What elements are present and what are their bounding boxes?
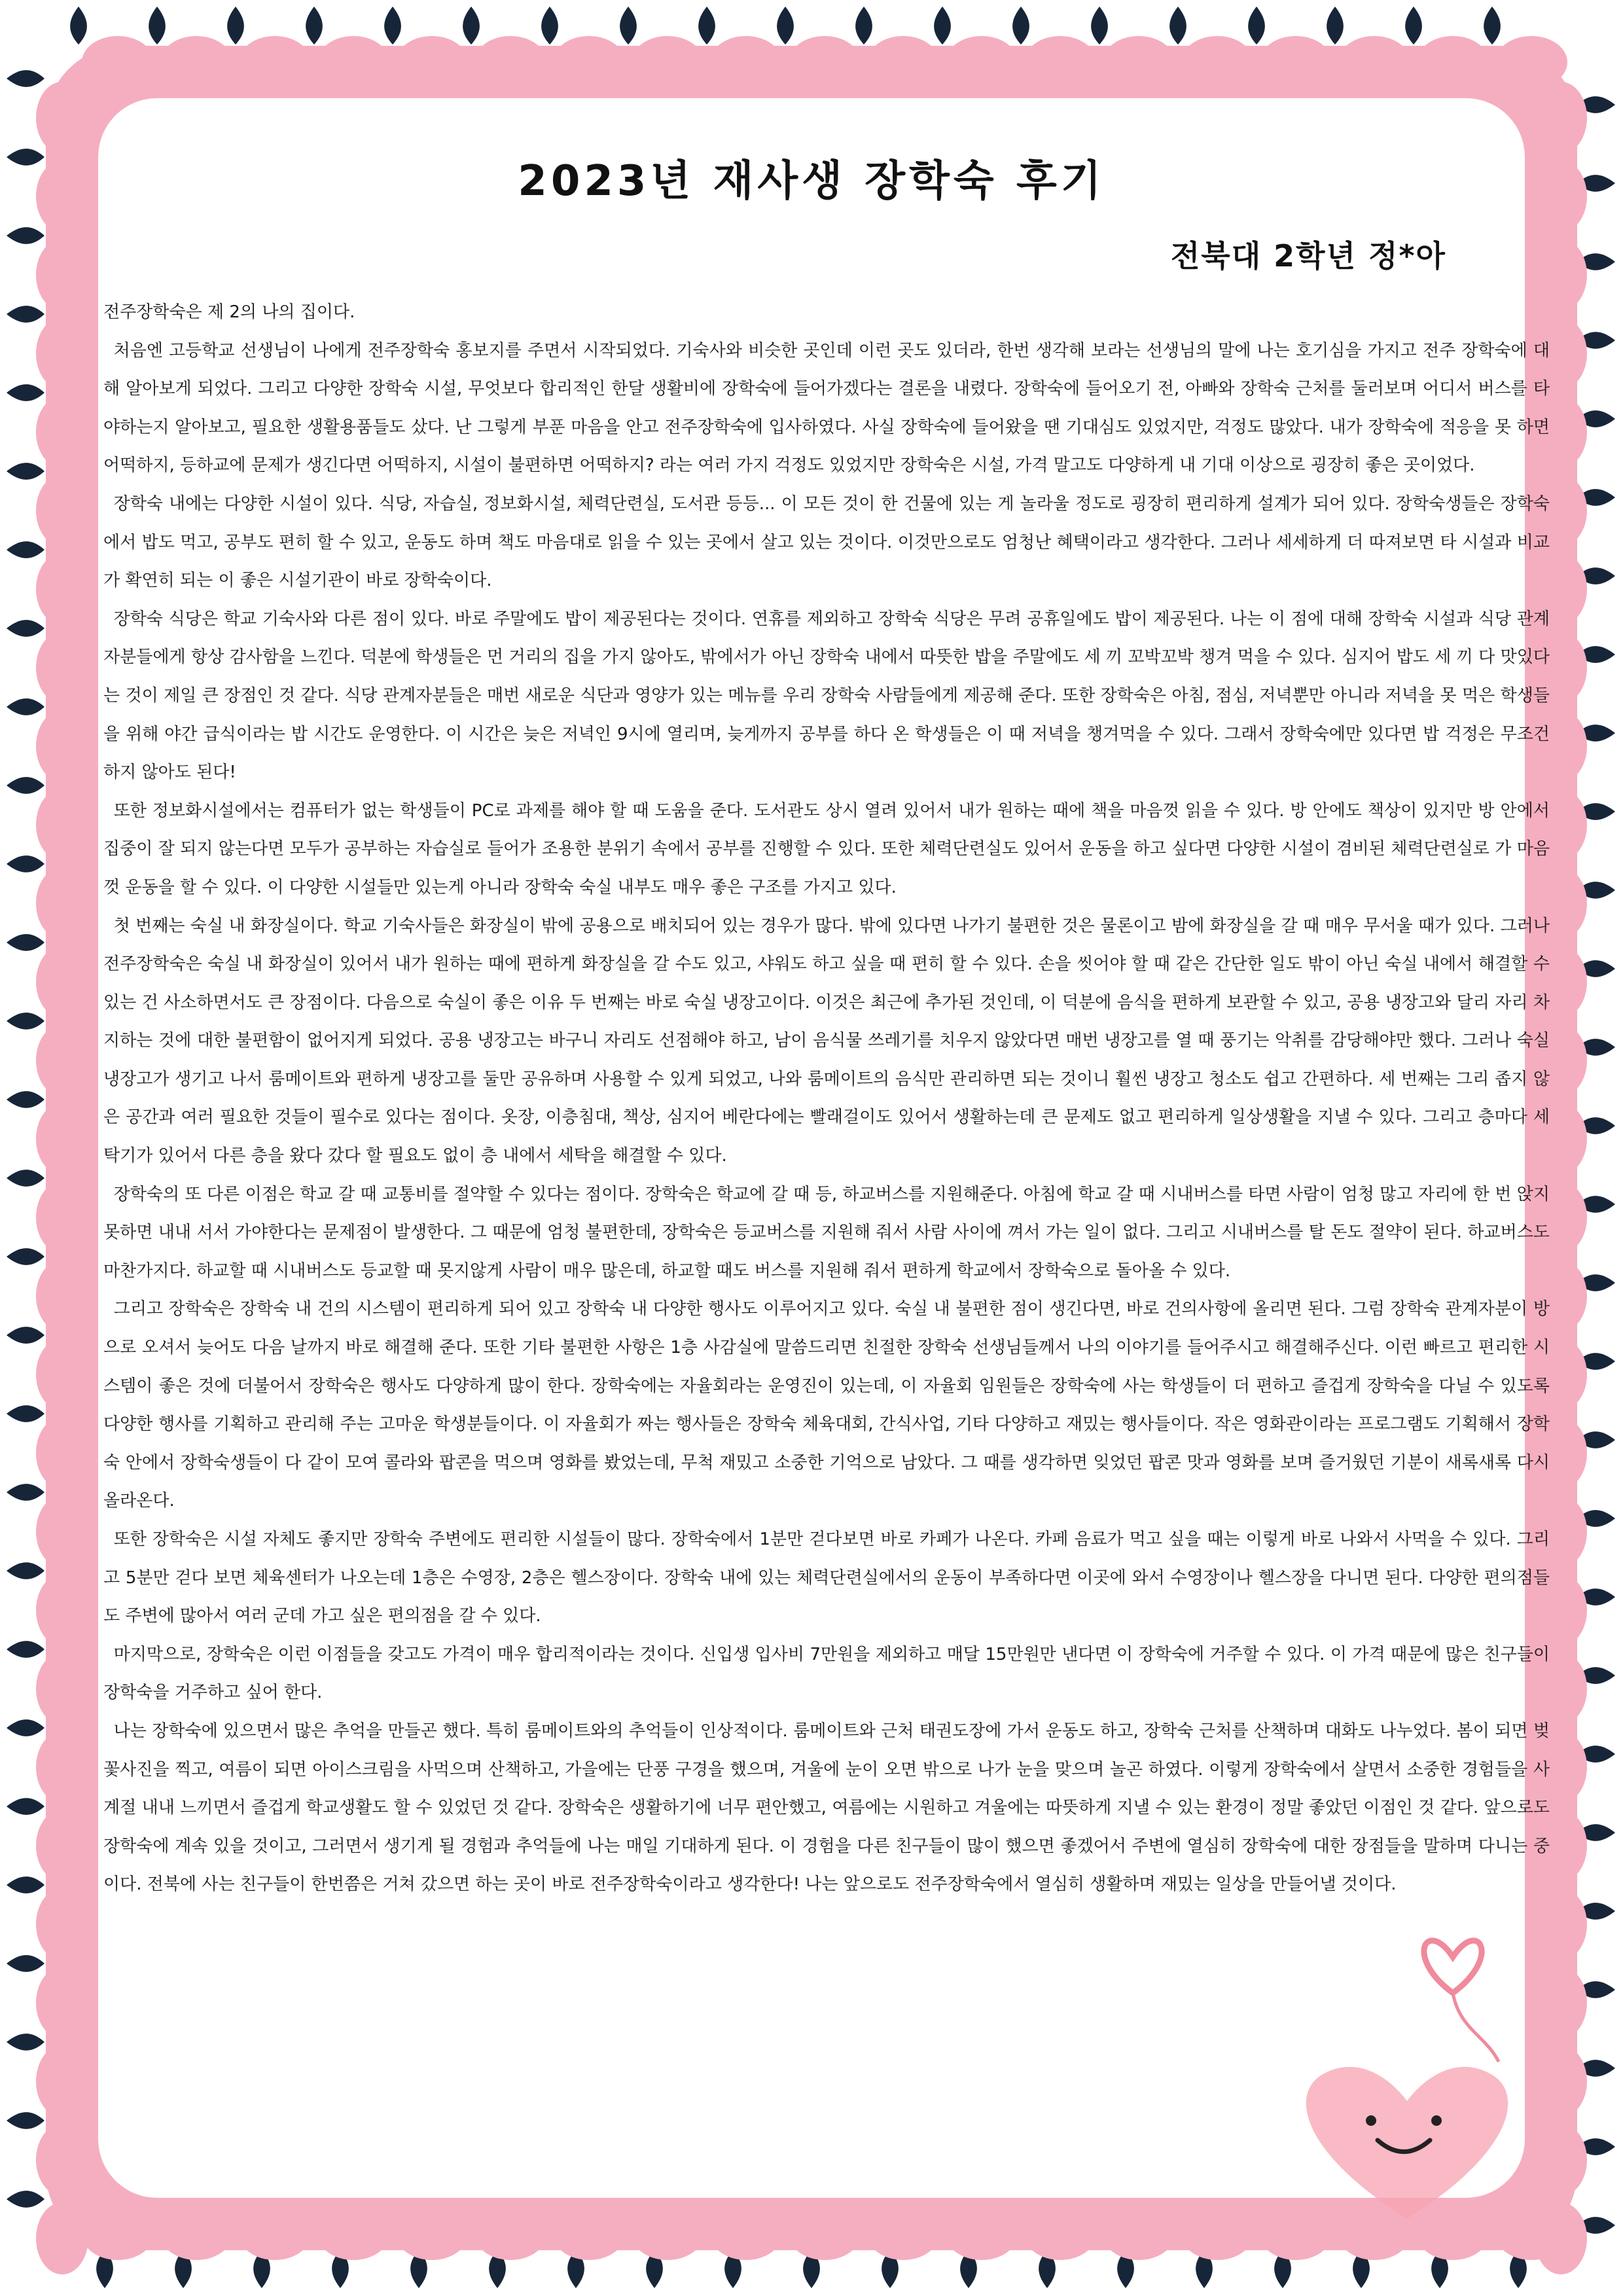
drop-icon — [934, 7, 951, 45]
drop-icon — [7, 2191, 45, 2208]
scallop — [1338, 36, 1410, 88]
scallop — [36, 1024, 88, 1096]
scallop — [36, 710, 88, 782]
scallop — [867, 36, 939, 88]
scallop — [82, 36, 154, 88]
scallop — [789, 2208, 861, 2260]
drop-icon — [7, 1484, 45, 1501]
paragraph: 장학숙 내에는 다양한 시설이 있다. 식당, 자습실, 정보화시설, 체력단련실, 도서관 등등... 이 모든 것이 한 건물에 있는 게 놀라울 정도로 굉장히 편리하게 설계가 되어 있다. 장학숙생들은 장학숙에서 밥도 먹고, 공부도 편히 할 수 있고, 운동도 하며 책도 마음대로 읽을 수 있는 곳에서 살고 있는 것이다. 이것만으로도 엄청난 혜택이라고 생각한다. 그러나 세세하게 더 따져보면 타 시설과 비교가 확연히 되는 이 좋은 시설기관이 바로 장학숙이다. — [103, 493, 1550, 591]
paragraph: 마지막으로, 장학숙은 이런 이점들을 갖고도 가격이 매우 합리적이라는 것이다. 신입생 입사비 7만원을 제외하고 매달 15만원만 낸다면 이 장학숙에 거주할 수 있다. 이 가격 때문에 많은 친구들이 장학숙을 거주하고 싶어 한다. — [103, 1644, 1550, 1703]
scallop — [946, 36, 1018, 88]
drop-icon — [698, 7, 715, 45]
scallop — [396, 36, 468, 88]
scallop — [36, 1810, 88, 1882]
scallop — [36, 1574, 88, 1646]
scallop — [36, 1181, 88, 1253]
paragraph: 처음엔 고등학교 선생님이 나에게 전주장학숙 홍보지를 주면서 시작되었다. 기숙사와 비슷한 곳인데 이런 곳도 있더라, 한번 생각해 보라는 선생님의 말에 나는 호기심을 가지고 전주 장학숙에 대해 알아보게 되었다. 그리고 다양한 장학숙 시설, 무엇보다 합리적인 한달 생활비에 장학숙에 들어가겠다는 결론을 내렸다. 장학숙에 들어오기 전, 아빠와 장학숙 근처를 둘러보며 어디서 버스를 타야하는지 알아보고, 필요한 생활용품들도 샀다. 난 그렇게 부푼 마음을 안고 전주장학숙에 입사하였다. 사실 장학숙에 들어왔을 땐 기대심도 있었지만, 걱정도 많았다. 내가 장학숙에 적응을 못 하면 어떡하지, 등하교에 문제가 생긴다면 어떡하지, 시설이 불편하면 어떡하지? 라는 여러 가지 걱정도 있었지만 장학숙은 시설, 가격 말고도 다양하게 내 기대 이상으로 굉장히 좋은 곳이었다. — [103, 340, 1550, 476]
scallop — [36, 2202, 88, 2274]
scallop — [36, 2124, 88, 2196]
scallop — [553, 36, 625, 88]
drop-icon — [1091, 7, 1108, 45]
drop-icon — [7, 1955, 45, 1972]
scallop — [1495, 36, 1567, 88]
scallop — [1103, 2208, 1175, 2260]
scallop — [1535, 82, 1587, 154]
scallop — [396, 2208, 468, 2260]
scallop — [239, 2208, 311, 2260]
drop-icon — [1405, 7, 1422, 45]
scallop — [36, 1496, 88, 1568]
drop-icon — [7, 698, 45, 715]
heart-outline-icon — [1424, 1941, 1482, 1993]
scallop — [82, 2208, 154, 2260]
scallop — [317, 2208, 389, 2260]
drop-icon — [7, 1248, 45, 1265]
drop-icon — [384, 7, 401, 45]
scallop — [36, 2045, 88, 2117]
scallop — [36, 632, 88, 704]
drop-icon — [7, 1170, 45, 1187]
paragraph: 장학숙의 또 다른 이점은 학교 갈 때 교통비를 절약할 수 있다는 점이다. 장학숙은 학교에 갈 때 등, 하교버스를 지원해준다. 아침에 학교 갈 때 시내버스를 타면 사람이 엄청 많고 자리에 한 번 앉지 못하면 내내 서서 가야한다는 문제점이 발생한다. 그 때문에 엄청 불편한데, 장학숙은 등교버스를 지원해 줘서 사람 사이에 껴서 가는 일이 없다. 그리고 시내버스를 탈 돈도 절약이 된다. 하교버스도 마찬가지다. 하교할 때 시내버스도 등교할 때 못지않게 사람이 매우 많은데, 하교할 때도 버스를 지원해 줘서 편하게 학교에서 장학숙으로 돌아올 수 있다. — [103, 1184, 1550, 1281]
scallop — [474, 36, 546, 88]
drop-icon — [7, 777, 45, 794]
scallop — [36, 1338, 88, 1410]
drop-icon — [7, 227, 45, 244]
scallop — [946, 2208, 1018, 2260]
drop-icon — [7, 2034, 45, 2051]
scallop — [36, 867, 88, 939]
drop-icon — [7, 934, 45, 951]
scallop — [632, 2208, 704, 2260]
smiling-heart-sticker — [1263, 1878, 1551, 2245]
essay-body — [103, 293, 1550, 1904]
drop-icon — [463, 7, 480, 45]
drop-icon — [7, 1091, 45, 1108]
scallop — [36, 946, 88, 1018]
drop-icon — [1012, 7, 1029, 45]
paragraph: 장학숙 식당은 학교 기숙사와 다른 점이 있다. 바로 주말에도 밥이 제공된다는 것이다. 연휴를 제외하고 장학숙 식당은 무려 공휴일에도 밥이 제공된다. 나는 이 점에 대해 장학숙 시설과 식당 관계자분들에게 항상 감사함을 느낀다. 덕분에 학생들은 먼 거리의 집을 가지 않아도, 밖에서가 아닌 장학숙 내에서 따뜻한 밥을 주말에도 세 끼 꼬박꼬박 챙겨 먹을 수 있다. 심지어 밥도 세 끼 다 맛있다는 것이 제일 큰 장점인 것 같다. 식당 관계자분들은 매번 새로운 식단과 영양가 있는 메뉴를 우리 장학숙 사람들에게 제공해 준다. 또한 장학숙은 아침, 점심, 저녁뿐만 아니라 저녁을 못 먹은 학생들을 위해 야간 급식이라는 밥 시간도 운영한다. 이 시간은 늦은 저녁인 9시에 열리며, 늦게까지 공부를 하다 온 학생들은 이 때 저녁을 챙겨먹을 수 있다. 그래서 장학숙에만 있다면 밥 걱정은 무조건 하지 않아도 된다! — [103, 609, 1550, 783]
scallop — [36, 1260, 88, 1332]
drop-icon — [1169, 7, 1186, 45]
scallop — [36, 82, 88, 154]
drop-icon — [7, 306, 45, 323]
scallop — [36, 553, 88, 625]
scallop — [710, 36, 782, 88]
scallop — [789, 36, 861, 88]
drop-icon — [7, 1013, 45, 1030]
scallop — [36, 1417, 88, 1489]
drop-icon — [7, 1562, 45, 1579]
paragraph: 그리고 장학숙은 장학숙 내 건의 시스템이 편리하게 되어 있고 장학숙 내 다양한 행사도 이루어지고 있다. 숙실 내 불편한 점이 생긴다면, 바로 건의사항에 올리면 된다. 그럼 장학숙 관계자분이 방으로 오셔서 늦어도 다음 날까지 바로 해결해 준다. 또한 기타 불편한 사항은 1층 사감실에 말씀드리면 친절한 장학숙 선생님들께서 나의 이야기를 들어주시고 해결해주신다. 이런 빠르고 편리한 시스템이 좋은 것에 더불어서 장학숙은 행사도 다양하게 많이 한다. 장학숙에는 자율회라는 운영진이 있는데, 이 자율회 임원들은 장학숙에 사는 학생들이 더 편하고 즐겁게 장학숙을 다닐 수 있도록 다양한 행사를 기획하고 관리해 주는 고마운 학생분들이다. 이 자율회가 짜는 행사들은 장학숙 체육대회, 간식사업, 기타 다양하고 재밌는 행사들이다. 작은 영화관이라는 프로그램도 기획해서 장학숙 안에서 장학숙생들이 다 같이 모여 콜라와 팝콘을 먹으며 영화를 봤었는데, 무척 재밌고 소중한 기억으로 남았다. 그 때를 생각하면 잊었던 팝콘 맛과 영화를 보며 즐거웠던 기분이 새록새록 다시 올라온다. — [103, 1299, 1550, 1511]
drop-icon — [7, 1405, 45, 1422]
scallop — [36, 1967, 88, 2039]
scallop — [36, 1888, 88, 1960]
scallop — [632, 36, 704, 88]
scallop — [1260, 36, 1332, 88]
drop-icon — [7, 70, 45, 87]
drop-icon — [7, 1876, 45, 1893]
paragraph: 전주장학숙은 제 2의 나의 집이다. — [103, 302, 355, 322]
drop-icon — [1484, 7, 1501, 45]
drop-icon — [7, 1798, 45, 1815]
drop-icon — [7, 384, 45, 401]
drop-icon — [7, 1719, 45, 1736]
scallop — [1103, 36, 1175, 88]
scallop — [36, 1731, 88, 1803]
right-eye-icon — [1431, 2115, 1442, 2126]
drop-icon — [7, 1327, 45, 1344]
scallop — [160, 2208, 232, 2260]
scallop — [160, 36, 232, 88]
drop-icon — [227, 7, 244, 45]
drop-icon — [7, 620, 45, 637]
drop-icon — [7, 2112, 45, 2129]
scallop — [1181, 2208, 1253, 2260]
author-line: 전북대 2학년 정*아 — [1170, 238, 1446, 274]
paragraph: 또한 정보화시설에서는 컴퓨터가 없는 학생들이 PC로 과제를 해야 할 때 도움을 준다. 도서관도 상시 열려 있어서 내가 원하는 때에 책을 마음껏 읽을 수 있다. 방 안에도 책상이 있지만 방 안에서 집중이 잘 되지 않는다면 모두가 공부하는 자습실로 들어가 조용한 분위기 속에서 공부를 진행할 수 있다. 또한 체력단련실도 있어서 운동을 하고 싶다면 다양한 시설이 겸비된 체력단련실로 가 마음껏 운동을 할 수 있다. 이 다양한 시설들만 있는게 아니라 장학숙 숙실 내부도 매우 좋은 구조를 가지고 있다. — [103, 800, 1550, 897]
drop-icon — [70, 7, 87, 45]
scallop — [36, 1653, 88, 1725]
drop-icon — [1248, 7, 1265, 45]
drop-icon — [541, 7, 558, 45]
scallop — [36, 239, 88, 311]
drop-icon — [7, 541, 45, 558]
paragraph: 또한 장학숙은 시설 자체도 좋지만 장학숙 주변에도 편리한 시설들이 많다. 장학숙에서 1분만 걷다보면 바로 카페가 나온다. 카페 음료가 먹고 싶을 때는 이렇게 바로 나와서 사먹을 수 있다. 그리고 5분만 걷다 보면 체육센터가 나오는데 1층은 수영장, 2층은 헬스장이다. 장학숙 내에 있는 체력단련실에서의 운동이 부족하다면 이곳에 와서 수영장이나 헬스장을 다니면 된다. 다양한 편의점들도 주변에 많아서 여러 군데 가고 싶은 편의점을 갈 수 있다. — [103, 1530, 1550, 1626]
drop-icon — [7, 1641, 45, 1658]
scallop — [36, 475, 88, 547]
drop-icon — [855, 7, 872, 45]
drop-icon — [149, 7, 166, 45]
drop-icon — [7, 463, 45, 480]
heart-trail — [1453, 1993, 1499, 2062]
drop-icon — [777, 7, 794, 45]
scallop — [36, 789, 88, 861]
scallop — [1181, 36, 1253, 88]
scallop — [36, 396, 88, 468]
scallop — [239, 36, 311, 88]
paragraph: 첫 번째는 숙실 내 화장실이다. 학교 기숙사들은 화장실이 밖에 공용으로 배치되어 있는 경우가 많다. 밖에 있다면 나가기 불편한 것은 물론이고 밤에 화장실을 갈 때 매우 무서울 때가 있다. 그러나 전주장학숙은 숙실 내 화장실이 있어서 내가 원하는 때에 편하게 화장실을 갈 수도 있고, 샤워도 하고 싶을 때 편히 할 수 있다. 손을 씻어야 할 때 같은 간단한 일도 밖이 아닌 숙실 내에서 해결할 수 있는 건 사소하면서도 큰 장점이다. 다음으로 숙실이 좋은 이유 두 번째는 바로 숙실 냉장고이다. 이것은 최근에 추가된 것인데, 이 덕분에 음식을 편하게 보관할 수 있고, 공용 냉장고와 달리 자리 차지하는 것에 대한 불편함이 없어지게 되었다. 공용 냉장고는 바구니 자리도 선점해야 하고, 남이 음식물 쓰레기를 치우지 않았다면 매번 냉장고를 열 때 풍기는 악취를 감당해야만 했다. 그러나 숙실 냉장고가 생기고 나서 룸메이트와 편하게 냉장고를 둘만 공유하며 사용할 수 있게 되었고, 나와 룸메이트의 음식만 관리하면 되는 것이니 훨씬 냉장고 청소도 쉽고 간편하다. 세 번째는 그리 좁지 않은 공간과 여러 필요한 것들이 필수로 있다는 점이다. 옷장, 이층침대, 책상, 심지어 베란다에는 빨래걸이도 있어서 생활하는데 큰 문제도 없고 편리하게 일상생활을 지낼 수 있다. 그리고 층마다 세탁기가 있어서 다른 층을 왔다 갔다 할 필요도 없이 층 내에서 세탁을 해결할 수 있다. — [103, 916, 1550, 1166]
scallop — [36, 317, 88, 389]
scallop — [553, 2208, 625, 2260]
scallop — [867, 2208, 939, 2260]
drop-icon — [306, 7, 323, 45]
drop-icon — [620, 7, 637, 45]
paragraph: 나는 장학숙에 있으면서 많은 추억을 만들곤 했다. 특히 룸메이트와의 추억들이 인상적이다. 룸메이트와 근처 태권도장에 가서 운동도 하고, 장학숙 근처를 산책하며 대화도 나누었다. 봄이 되면 벚꽃사진을 찍고, 여름이 되면 아이스크림을 사먹으며 산책하고, 가을에는 단풍 구경을 했으며, 겨울에 눈이 오면 밖으로 나가 눈을 맞으며 놀곤 하였다. 이렇게 장학숙에서 살면서 소중한 경험들을 사계절 내내 느끼면서 즐겁게 학교생활도 할 수 있었던 것 같다. 장학숙은 생활하기에 너무 편안했고, 여름에는 시원하고 겨울에는 따뜻하게 지낼 수 있는 환경이 정말 좋았던 이점인 것 같다. 앞으로도 장학숙에 계속 있을 것이고, 그러면서 생기게 될 경험과 추억들에 나는 매일 기대하게 된다. 이 경험을 다른 친구들이 많이 했으면 좋겠어서 주변에 열심히 장학숙에 대한 장점들을 말하며 다니는 중이다. 전북에 사는 친구들이 한번쯤은 거쳐 갔으면 하는 곳이 바로 전주장학숙이라고 생각한다! 나는 앞으로도 전주장학숙에서 열심히 생활하며 재밌는 일상을 만들어낼 것이다. — [103, 1721, 1550, 1895]
scallop — [36, 1103, 88, 1175]
heart-body-icon — [1306, 2067, 1508, 2219]
drop-icon — [1327, 7, 1344, 45]
scallop — [1417, 36, 1489, 88]
scallop — [317, 36, 389, 88]
scallop — [474, 2208, 546, 2260]
left-eye-icon — [1366, 2115, 1376, 2126]
scallop — [1024, 36, 1096, 88]
page-title: 2023년 재사생 장학숙 후기 — [518, 157, 1105, 206]
scallop — [1024, 2208, 1096, 2260]
scallop — [710, 2208, 782, 2260]
drop-icon — [7, 855, 45, 872]
